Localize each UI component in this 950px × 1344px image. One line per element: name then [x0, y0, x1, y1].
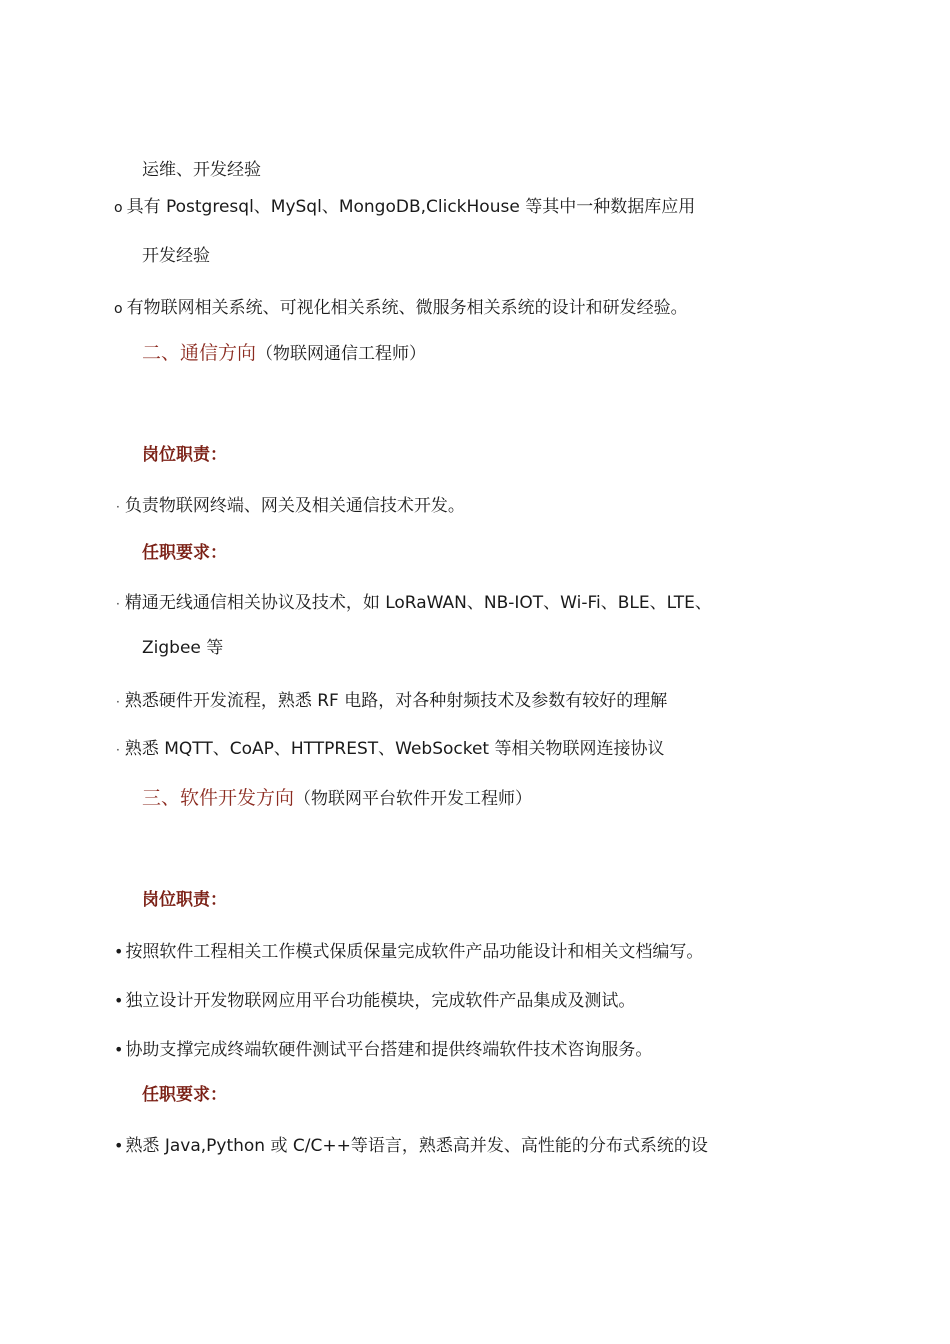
bullet-o-icon: o	[114, 200, 123, 216]
list-item-text: 有物联网相关系统、可视化相关系统、微服务相关系统的设计和研发经验。	[126, 298, 688, 318]
list-item-text: 具有 Postgresql、MySql、MongoDB,ClickHouse 等其中一种数据库应用	[126, 197, 696, 217]
section-heading-subtitle: （物联网通信工程师）	[256, 344, 427, 364]
text-line: 开发经验	[142, 246, 210, 266]
list-item	[114, 1134, 708, 1158]
text-line: Zigbee 等	[142, 638, 224, 658]
list-item	[114, 940, 703, 964]
bullet-round-icon: •	[114, 942, 124, 961]
list-item-text: 熟悉 MQTT、CoAP、HTTPREST、WebSocket 等相关物联网连接协议	[124, 739, 665, 759]
bullet-dot-icon: ·	[116, 500, 120, 514]
bullet-round-icon: •	[114, 1040, 124, 1059]
bullet-dot-icon: ·	[116, 695, 120, 709]
bullet-dot-icon: ·	[116, 743, 120, 757]
list-item-text: 按照软件工程相关工作模式保质保量完成软件产品功能设计和相关文档编写。	[125, 942, 704, 962]
bullet-round-icon: •	[114, 1136, 124, 1155]
bullet-o-icon: o	[114, 301, 123, 317]
section-heading-subtitle: （物联网平台软件开发工程师）	[294, 789, 533, 809]
list-item-text: 熟悉硬件开发流程，熟悉 RF 电路，对各种射频技术及参数有较好的理解	[124, 691, 668, 711]
list-item-text: 独立设计开发物联网应用平台功能模块，完成软件产品集成及测试。	[125, 991, 636, 1011]
list-item-text: 负责物联网终端、网关及相关通信技术开发。	[124, 496, 465, 516]
duty-label: 岗位职责：	[142, 445, 227, 465]
section-heading-title: 二、通信方向	[142, 342, 257, 364]
list-item	[116, 689, 667, 714]
bullet-round-icon: •	[114, 991, 124, 1010]
list-item-text: 协助支撑完成终端软硬件测试平台搭建和提供终端软件技术咨询服务。	[125, 1040, 653, 1060]
list-item	[114, 296, 688, 321]
list-item	[114, 1038, 652, 1062]
duty-label: 岗位职责：	[142, 890, 227, 910]
requirement-label: 任职要求：	[142, 1085, 227, 1105]
list-item	[116, 591, 712, 616]
section-heading-software	[142, 785, 532, 812]
bullet-dot-icon: ·	[116, 597, 120, 611]
list-item	[114, 195, 695, 220]
list-item-text: 精通无线通信相关协议及技术，如 LoRaWAN、NB-IOT、Wi-Fi、BLE、LTE、	[124, 593, 712, 613]
list-item-text: 熟悉 Java,Python 或 C/C++等语言，熟悉高并发、高性能的分布式系统的设	[125, 1136, 708, 1156]
requirement-label: 任职要求：	[142, 543, 227, 563]
list-item	[116, 494, 465, 519]
list-item	[116, 737, 665, 762]
section-heading-title: 三、软件开发方向	[142, 787, 295, 809]
text-line: 运维、开发经验	[142, 160, 261, 180]
section-heading-communication	[142, 340, 426, 367]
list-item	[114, 989, 635, 1013]
